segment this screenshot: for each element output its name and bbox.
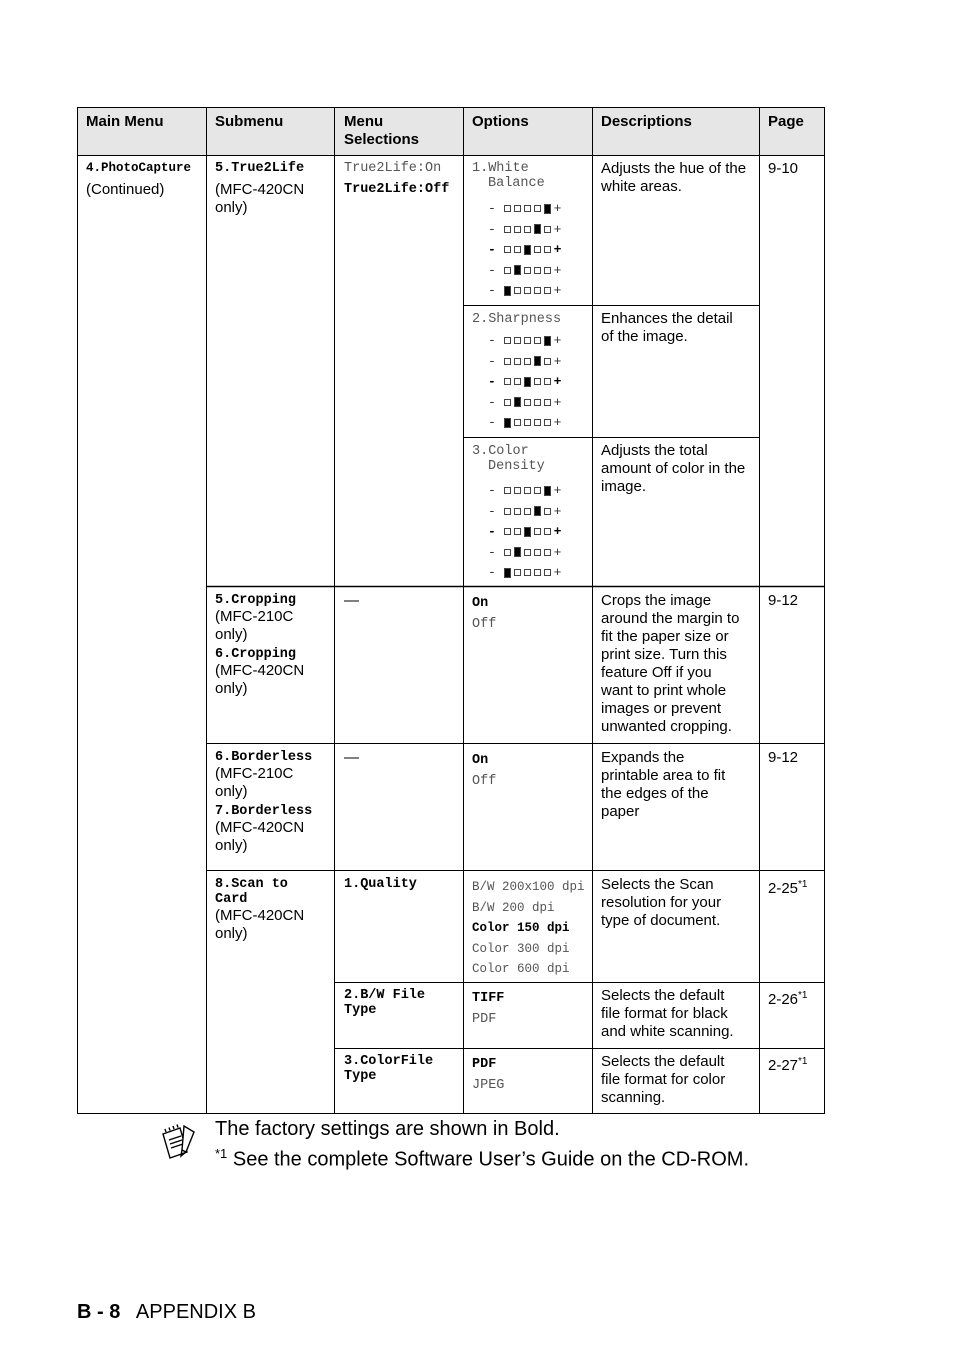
- desc-line: Selects the default: [601, 1053, 725, 1070]
- level-box: [524, 527, 531, 537]
- submenu-scan-note2: only): [215, 925, 248, 942]
- page-ref: 2-25: [768, 880, 799, 897]
- note-bold-defaults: The factory settings are shown in Bold.: [215, 1118, 560, 1140]
- submenu-cropping-b: 6.Cropping: [215, 647, 297, 662]
- level-plus: +: [553, 283, 562, 298]
- level-plus: +: [553, 544, 562, 560]
- footnote-mark: *1: [798, 879, 808, 890]
- level-box: [524, 569, 531, 576]
- submenu-cropping-b-note2: only): [215, 680, 248, 697]
- note-footnote-text: See the complete Software User’s Guide on the CD-ROM.: [232, 1148, 750, 1171]
- desc-white-line2: white areas.: [601, 178, 682, 195]
- level-box: [524, 358, 531, 365]
- desc-line: file format for black: [601, 1005, 728, 1022]
- level-box: [514, 246, 521, 253]
- level-box: [504, 267, 511, 274]
- level-box: [524, 245, 531, 255]
- section-title: APPENDIX B: [135, 1301, 256, 1323]
- level-minus: -: [488, 503, 504, 519]
- level-box: [534, 378, 541, 385]
- option-color-density: [472, 444, 545, 474]
- submenu-borderless-a-note1: (MFC-210C: [215, 765, 294, 782]
- menu-sel-color-line2: Type: [344, 1069, 377, 1084]
- note-footnote: [215, 1146, 749, 1172]
- desc-line: printable area to fit: [601, 767, 726, 784]
- desc-cropping: [601, 592, 739, 736]
- level-box: [524, 287, 531, 294]
- level-plus: +: [553, 524, 562, 539]
- submenu-borderless: [215, 750, 312, 855]
- option-color-line1: 3.Color: [472, 444, 529, 459]
- level-option: [488, 283, 561, 298]
- level-box: [544, 399, 551, 406]
- option-white-balance: [472, 161, 545, 191]
- main-menu-photocapture: 4.PhotoCapture: [86, 161, 192, 175]
- level-box: [534, 506, 541, 516]
- level-plus: +: [553, 565, 562, 580]
- level-box: [504, 418, 511, 428]
- level-box: [504, 358, 511, 365]
- menu-sel-color-file-type: [344, 1054, 433, 1084]
- level-box: [514, 487, 521, 494]
- level-box: [524, 226, 531, 233]
- options-quality: [472, 877, 585, 980]
- level-box: [534, 205, 541, 212]
- level-box: [514, 337, 521, 344]
- level-option: [488, 395, 561, 410]
- header-descriptions: Descriptions: [601, 113, 692, 130]
- submenu-borderless-b-note1: (MFC-420CN: [215, 819, 305, 836]
- level-box: [534, 337, 541, 344]
- desc-white-line1: Adjusts the hue of the: [601, 160, 747, 177]
- option-on: On: [472, 596, 489, 611]
- level-plus: +: [553, 333, 562, 348]
- level-option: [488, 483, 561, 498]
- level-box: [544, 226, 551, 233]
- options-bw-file-type: [472, 988, 504, 1030]
- level-plus: +: [553, 262, 562, 278]
- menu-sel-bw-file-type: [344, 988, 425, 1018]
- header-menu-selections-line2: Selections: [344, 131, 420, 148]
- level-box: [504, 286, 511, 296]
- level-box: [534, 287, 541, 294]
- level-box: [504, 337, 511, 344]
- desc-color-line2: amount of color in the: [601, 460, 746, 477]
- level-box: [534, 569, 541, 576]
- level-box: [514, 287, 521, 294]
- desc-quality: [601, 876, 721, 930]
- option-on: On: [472, 753, 489, 768]
- desc-line: paper: [601, 803, 640, 820]
- header-main-menu: Main Menu: [86, 113, 164, 130]
- level-option: [488, 263, 561, 278]
- level-box: [504, 528, 511, 535]
- level-box: [534, 246, 541, 253]
- level-plus: +: [553, 221, 562, 237]
- level-option: [488, 374, 561, 389]
- desc-line: fit the paper size or: [601, 628, 729, 645]
- level-box: [514, 226, 521, 233]
- level-box: [504, 568, 511, 578]
- level-box: [534, 399, 541, 406]
- option-quality: B/W 200 dpi: [472, 900, 555, 915]
- level-box: [504, 226, 511, 233]
- desc-line: Crops the image: [601, 592, 712, 609]
- desc-line: file format for color: [601, 1071, 726, 1088]
- desc-line: around the margin to: [601, 610, 740, 627]
- level-box: [534, 224, 541, 234]
- level-box: [534, 356, 541, 366]
- desc-color-density: [601, 442, 745, 496]
- level-box: [524, 508, 531, 515]
- desc-line: images or prevent: [601, 700, 722, 717]
- option-quality-default: Color 150 dpi: [472, 921, 570, 935]
- desc-line: resolution for your: [601, 894, 722, 911]
- level-box: [524, 419, 531, 426]
- level-box: [544, 204, 551, 214]
- option-color-line2: Density: [488, 459, 545, 474]
- level-box: [524, 337, 531, 344]
- menu-sel-bw-line2: Type: [344, 1003, 377, 1018]
- option-pdf: PDF: [472, 1012, 497, 1027]
- level-box: [524, 267, 531, 274]
- desc-line: scanning.: [601, 1089, 666, 1106]
- level-plus: +: [553, 242, 562, 257]
- desc-color-line3: image.: [601, 478, 647, 495]
- option-off: Off: [472, 617, 497, 632]
- header-menu-selections-line1: Menu: [344, 113, 384, 130]
- menu-sel-cropping: —: [344, 592, 359, 609]
- level-box: [504, 378, 511, 385]
- menu-sel-bw-line1: 2.B/W File: [344, 988, 426, 1003]
- level-minus: -: [488, 544, 504, 560]
- submenu-scan-note1: (MFC-420CN: [215, 907, 305, 924]
- submenu-cropping-b-note1: (MFC-420CN: [215, 662, 305, 679]
- header-menu-selections: [344, 113, 419, 149]
- desc-line: type of document.: [601, 912, 721, 929]
- level-box: [514, 205, 521, 212]
- level-box: [514, 547, 521, 557]
- level-box: [544, 246, 551, 253]
- level-box: [534, 419, 541, 426]
- option-jpeg: JPEG: [472, 1078, 505, 1093]
- level-box: [504, 246, 511, 253]
- level-box: [524, 205, 531, 212]
- submenu-cropping-a: 5.Cropping: [215, 593, 297, 608]
- level-box: [514, 528, 521, 535]
- desc-white-balance: [601, 160, 746, 196]
- page-ref-color: [768, 1053, 807, 1075]
- submenu-borderless-a: 6.Borderless: [215, 750, 313, 765]
- submenu-borderless-a-note2: only): [215, 783, 248, 800]
- submenu-true2life: 5.True2Life: [215, 161, 305, 176]
- menu-sel-quality: 1.Quality: [344, 877, 417, 892]
- desc-borderless: [601, 749, 725, 821]
- page-ref-cropping: 9-12: [768, 592, 799, 609]
- options-color-file-type: [472, 1054, 504, 1096]
- level-minus: -: [488, 333, 504, 348]
- level-minus: -: [488, 262, 504, 278]
- level-option: [488, 354, 561, 369]
- desc-sharpness: [601, 310, 733, 346]
- options-borderless: [472, 750, 496, 792]
- note-pencil-icon: [160, 1122, 198, 1162]
- level-plus: +: [553, 374, 562, 389]
- level-option: [488, 504, 561, 519]
- level-box: [534, 487, 541, 494]
- main-menu-continued: (Continued): [86, 181, 165, 198]
- level-minus: -: [488, 353, 504, 369]
- level-plus: +: [553, 503, 562, 519]
- desc-line: want to print whole: [601, 682, 727, 699]
- level-box: [544, 508, 551, 515]
- desc-line: Expands the: [601, 749, 685, 766]
- level-minus: -: [488, 242, 504, 257]
- level-box: [544, 528, 551, 535]
- header-submenu: Submenu: [215, 113, 284, 130]
- desc-sharp-line1: Enhances the detail: [601, 310, 733, 327]
- level-minus: -: [488, 374, 504, 389]
- desc-bw-file-type: [601, 987, 734, 1041]
- page-number: B - 8: [77, 1301, 121, 1323]
- level-plus: +: [553, 483, 562, 498]
- desc-line: print size. Turn this: [601, 646, 727, 663]
- option-tiff: TIFF: [472, 991, 505, 1006]
- level-option: [488, 545, 561, 560]
- level-box: [534, 267, 541, 274]
- level-option: [488, 333, 561, 348]
- level-minus: -: [488, 483, 504, 498]
- option-pdf: PDF: [472, 1057, 497, 1072]
- level-box: [544, 267, 551, 274]
- level-box: [534, 528, 541, 535]
- options-cropping: [472, 593, 496, 635]
- submenu-scan-line1: 8.Scan to: [215, 877, 288, 892]
- level-minus: -: [488, 524, 504, 539]
- level-minus: -: [488, 415, 504, 430]
- submenu-scan-line2: Card: [215, 892, 248, 907]
- header-options: Options: [472, 113, 529, 130]
- menu-sel-borderless: —: [344, 749, 359, 766]
- level-box: [514, 569, 521, 576]
- desc-line: and white scanning.: [601, 1023, 734, 1040]
- menu-sel-true2life-on: True2Life:On: [344, 161, 442, 176]
- level-minus: -: [488, 565, 504, 580]
- submenu-cropping-a-note2: only): [215, 626, 248, 643]
- level-box: [514, 358, 521, 365]
- page-ref: 2-27: [768, 1057, 799, 1074]
- level-plus: +: [553, 394, 562, 410]
- desc-line: Selects the Scan: [601, 876, 714, 893]
- level-minus: -: [488, 201, 504, 216]
- menu-sel-color-line1: 3.ColorFile: [344, 1054, 434, 1069]
- level-plus: +: [553, 415, 562, 430]
- level-box: [504, 399, 511, 406]
- page-footer: [77, 1301, 256, 1324]
- submenu-borderless-b-note2: only): [215, 837, 248, 854]
- level-box: [514, 265, 521, 275]
- page-ref-quality: [768, 876, 807, 898]
- level-minus: -: [488, 283, 504, 298]
- level-option: [488, 242, 561, 257]
- menu-sel-true2life-off: True2Life:Off: [344, 182, 450, 197]
- footnote-mark: *1: [798, 1056, 808, 1067]
- footnote-mark: *1: [215, 1146, 228, 1161]
- level-box: [544, 486, 551, 496]
- level-option: [488, 565, 561, 580]
- submenu-borderless-b: 7.Borderless: [215, 804, 313, 819]
- footnote-mark: *1: [798, 990, 808, 1001]
- level-box: [544, 569, 551, 576]
- level-plus: +: [553, 201, 562, 216]
- level-box: [504, 205, 511, 212]
- desc-line: unwanted cropping.: [601, 718, 732, 735]
- level-plus: +: [553, 353, 562, 369]
- submenu-true2life-note: [215, 181, 304, 217]
- level-option: [488, 222, 561, 237]
- option-quality: Color 600 dpi: [472, 962, 570, 976]
- submenu-cropping-a-note1: (MFC-210C: [215, 608, 294, 625]
- level-box: [544, 419, 551, 426]
- level-box: [504, 487, 511, 494]
- desc-sharp-line2: of the image.: [601, 328, 688, 345]
- level-box: [524, 399, 531, 406]
- level-option: [488, 415, 561, 430]
- submenu-scan-to-card: [215, 877, 304, 943]
- page-ref-bw: [768, 987, 807, 1009]
- option-white-balance-line1: 1.White: [472, 161, 529, 176]
- level-minus: -: [488, 221, 504, 237]
- level-box: [504, 549, 511, 556]
- level-box: [544, 336, 551, 346]
- level-box: [514, 378, 521, 385]
- desc-line: Selects the default: [601, 987, 725, 1004]
- level-option: [488, 201, 561, 216]
- level-box: [524, 549, 531, 556]
- level-box: [504, 508, 511, 515]
- level-box: [524, 487, 531, 494]
- header-page: Page: [768, 113, 804, 130]
- level-box: [524, 377, 531, 387]
- page-ref-borderless: 9-12: [768, 749, 799, 766]
- option-quality: Color 300 dpi: [472, 941, 570, 956]
- option-white-balance-line2: Balance: [488, 176, 545, 191]
- level-box: [544, 549, 551, 556]
- page-ref-true2life: 9-10: [768, 160, 799, 177]
- page-ref: 2-26: [768, 991, 799, 1008]
- level-box: [544, 378, 551, 385]
- level-box: [544, 287, 551, 294]
- submenu-note-line1: (MFC-420CN: [215, 181, 305, 198]
- desc-color-file-type: [601, 1053, 725, 1107]
- level-box: [514, 508, 521, 515]
- desc-line: feature Off if you: [601, 664, 712, 681]
- option-off: Off: [472, 774, 497, 789]
- option-quality: B/W 200x100 dpi: [472, 880, 585, 894]
- level-option: [488, 524, 561, 539]
- level-box: [534, 549, 541, 556]
- level-minus: -: [488, 394, 504, 410]
- level-box: [514, 397, 521, 407]
- option-sharpness: 2.Sharpness: [472, 312, 562, 327]
- level-box: [544, 358, 551, 365]
- submenu-note-line2: only): [215, 199, 248, 216]
- desc-line: the edges of the: [601, 785, 709, 802]
- desc-color-line1: Adjusts the total: [601, 442, 708, 459]
- level-box: [514, 419, 521, 426]
- submenu-cropping: [215, 593, 304, 698]
